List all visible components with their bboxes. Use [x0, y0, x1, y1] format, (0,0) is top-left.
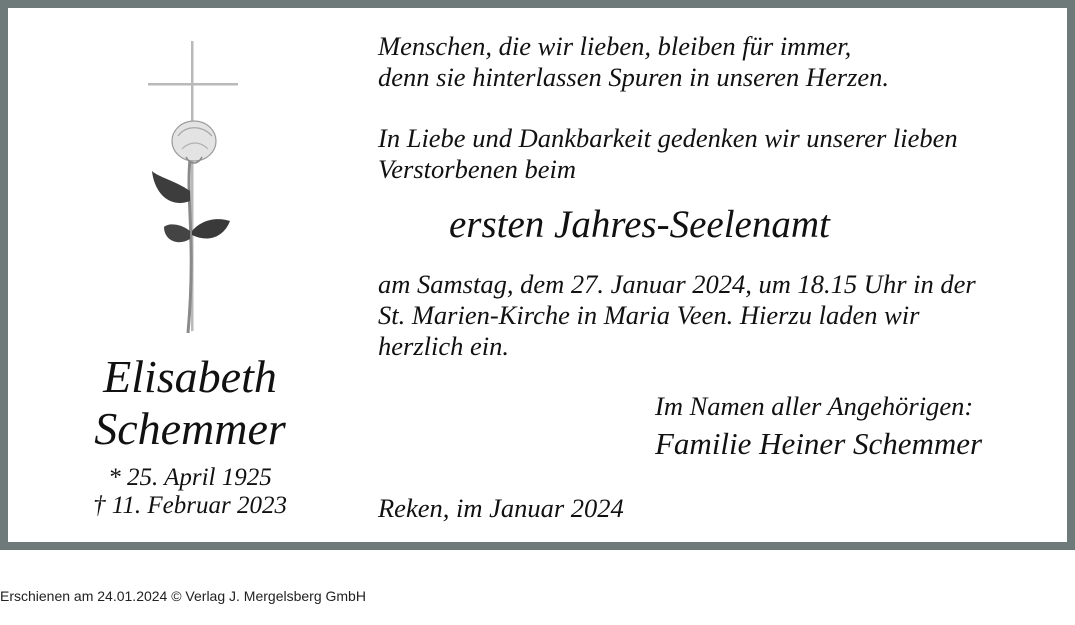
place-date: Reken, im Januar 2024 [378, 493, 624, 523]
details-line-1: am Samstag, dem 27. Januar 2024, um 18.15 Uhr in der [378, 269, 976, 299]
intro-line-2: Verstorbenen beim [378, 154, 576, 184]
rose-icon [152, 121, 230, 333]
cross-rose-icon [146, 41, 246, 341]
birth-date: * 25. April 1925 [108, 464, 272, 491]
event-title: ersten Jahres-Seelenamt [449, 203, 830, 246]
death-date: † 11. Februar 2023 [93, 492, 287, 519]
verse-line-1: Menschen, die wir lieben, bleiben für immer, [378, 31, 852, 61]
details-line-3: herzlich ein. [378, 331, 509, 361]
details-line-2: St. Marien-Kirche in Maria Veen. Hierzu laden wir [378, 300, 920, 330]
behalf-label: Im Namen aller Angehörigen: [655, 391, 974, 421]
deceased-first-name: Elisabeth [103, 351, 277, 402]
deceased-last-name: Schemmer [94, 403, 286, 454]
notice-card [8, 8, 1067, 542]
verse-line-2: denn sie hinterlassen Spuren in unseren Herzen. [378, 62, 890, 92]
publication-footer: Erschienen am 24.01.2024 © Verlag J. Mergelsberg GmbH [0, 588, 366, 604]
family-signature: Familie Heiner Schemmer [655, 426, 983, 461]
intro-line-1: In Liebe und Dankbarkeit gedenken wir unserer lieben [378, 123, 958, 153]
